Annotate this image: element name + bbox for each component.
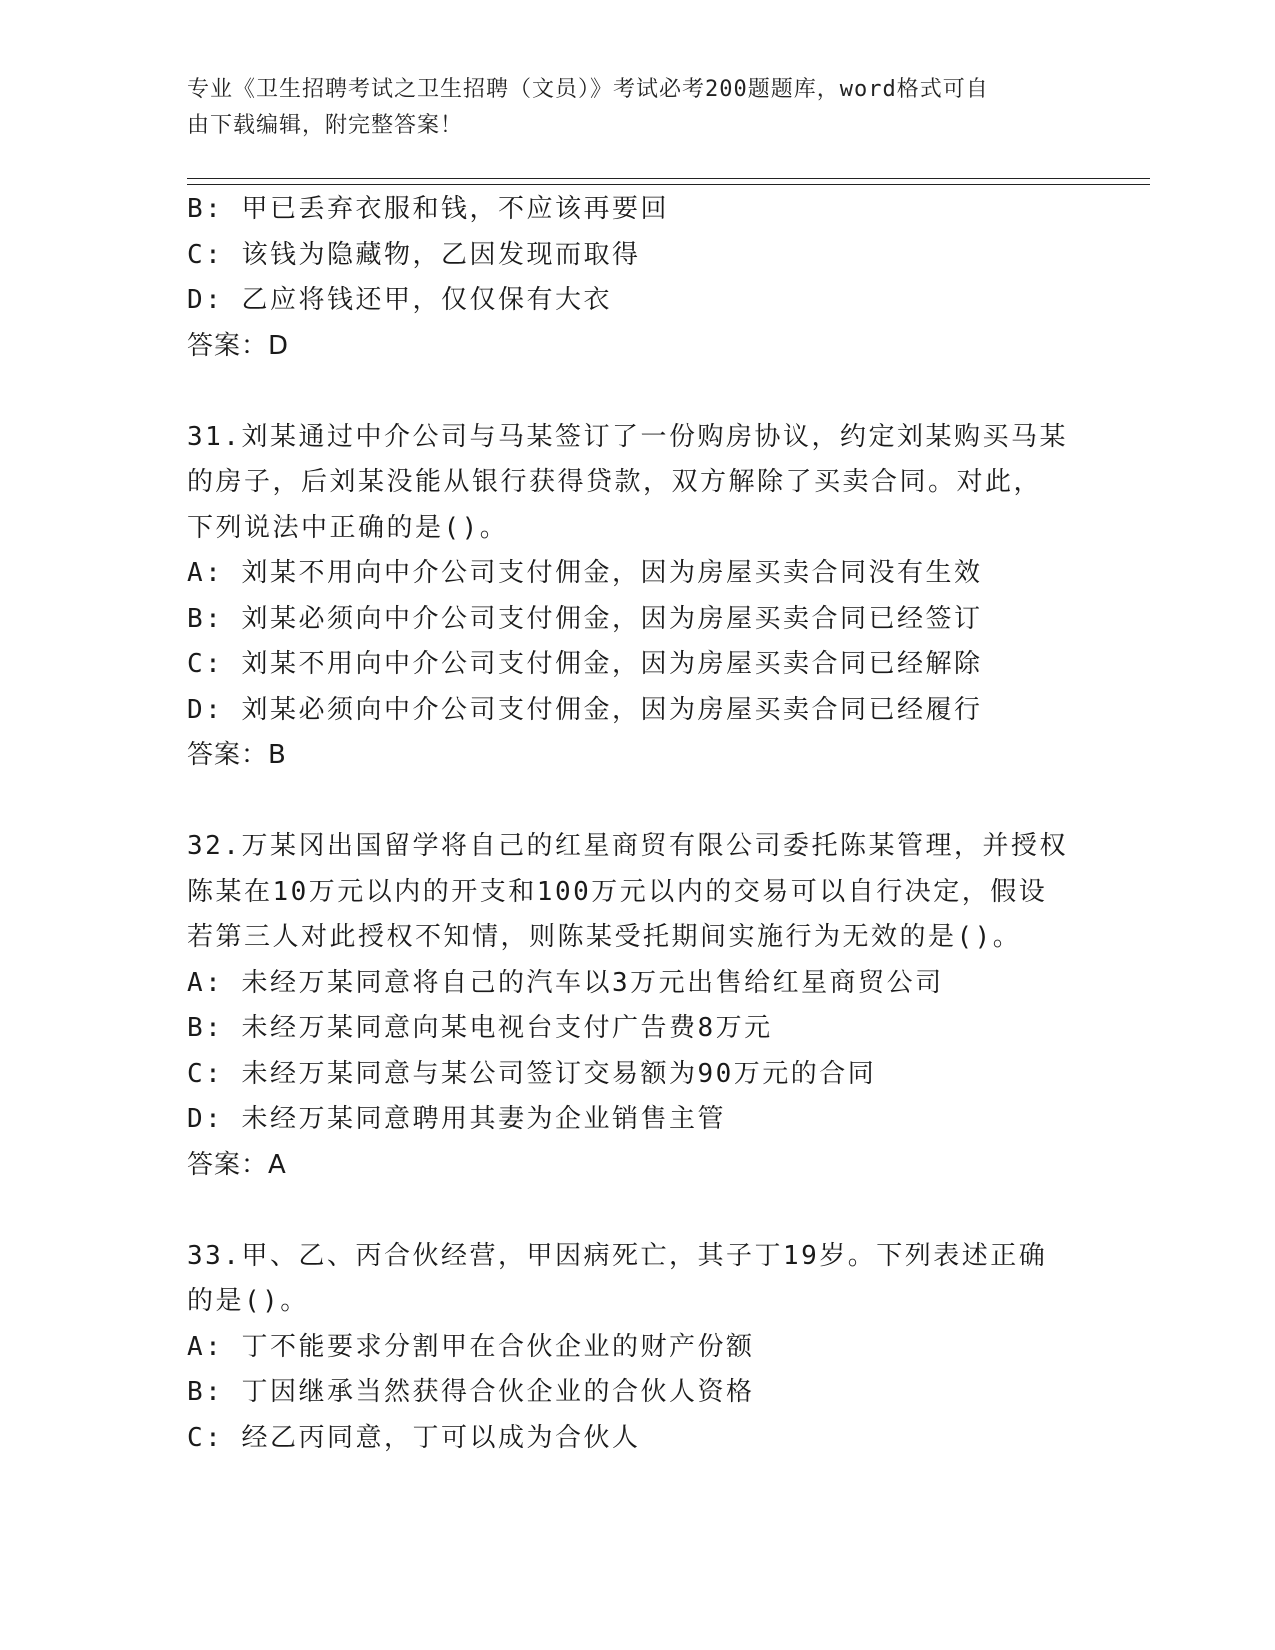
option-c: C: 经乙丙同意，丁可以成为合伙人 — [187, 1422, 641, 1453]
option-d: D: 乙应将钱还甲，仅仅保有大衣 — [187, 285, 612, 315]
spacer — [187, 1188, 1087, 1234]
option-c: C: 该钱为隐藏物，乙因发现而取得 — [187, 239, 641, 270]
question-stem-line: 陈某在10万元以内的开支和100万元以内的交易可以自行决定，假设 — [187, 876, 1048, 907]
option-c: C: 未经万某同意与某公司签订交易额为90万元的合同 — [187, 1058, 877, 1089]
option-b: B: 未经万某同意向某电视台支付广告费8万元 — [187, 1013, 773, 1043]
option-a: A: 丁不能要求分割甲在合伙企业的财产份额 — [187, 1331, 755, 1362]
question-33 — [187, 1234, 1087, 1462]
option-b: B: 刘某必须向中介公司支付佣金，因为房屋买卖合同已经签订 — [187, 603, 983, 634]
carryover-question — [187, 187, 1087, 369]
question-stem-line: 33.甲、乙、丙合伙经营，甲因病死亡，其子丁19岁。下列表述正确 — [187, 1240, 1048, 1271]
option-a: A: 未经万某同意将自己的汽车以3万元出售给红星商贸公司 — [187, 967, 944, 998]
spacer — [187, 779, 1087, 825]
option-b: B: 甲已丢弃衣服和钱，不应该再要回 — [187, 194, 669, 224]
document-body — [187, 187, 1087, 1461]
document-header — [187, 72, 1087, 144]
question-stem-line: 下列说法中正确的是()。 — [187, 512, 509, 543]
option-d: D: 刘某必须向中介公司支付佣金，因为房屋买卖合同已经履行 — [187, 694, 983, 725]
option-a: A: 刘某不用向中介公司支付佣金，因为房屋买卖合同没有生效 — [187, 558, 983, 588]
header-divider — [187, 178, 1150, 185]
question-31 — [187, 415, 1087, 779]
question-stem-line: 31.刘某通过中介公司与马某签订了一份购房协议，约定刘某购买马某 — [187, 421, 1068, 452]
question-stem-line: 若第三人对此授权不知情，则陈某受托期间实施行为无效的是()。 — [187, 922, 1022, 952]
question-stem-line: 32.万某冈出国留学将自己的红星商贸有限公司委托陈某管理，并授权 — [187, 831, 1068, 861]
option-b: B: 丁因继承当然获得合伙企业的合伙人资格 — [187, 1377, 755, 1407]
question-stem-line: 的是()。 — [187, 1286, 309, 1316]
header-line-2: 由下载编辑，附完整答案！ — [187, 113, 464, 138]
answer: 答案：D — [187, 330, 290, 361]
answer: 答案：B — [187, 740, 287, 770]
header-line-1: 专业《卫生招聘考试之卫生招聘（文员）》考试必考200题题库，word格式可自 — [187, 77, 989, 102]
answer: 答案：A — [187, 1149, 287, 1180]
option-c: C: 刘某不用向中介公司支付佣金，因为房屋买卖合同已经解除 — [187, 649, 983, 679]
option-d: D: 未经万某同意聘用其妻为企业销售主管 — [187, 1104, 726, 1134]
question-32 — [187, 824, 1087, 1188]
question-stem-line: 的房子，后刘某没能从银行获得贷款，双方解除了买卖合同。对此， — [187, 467, 1043, 497]
spacer — [187, 369, 1087, 415]
